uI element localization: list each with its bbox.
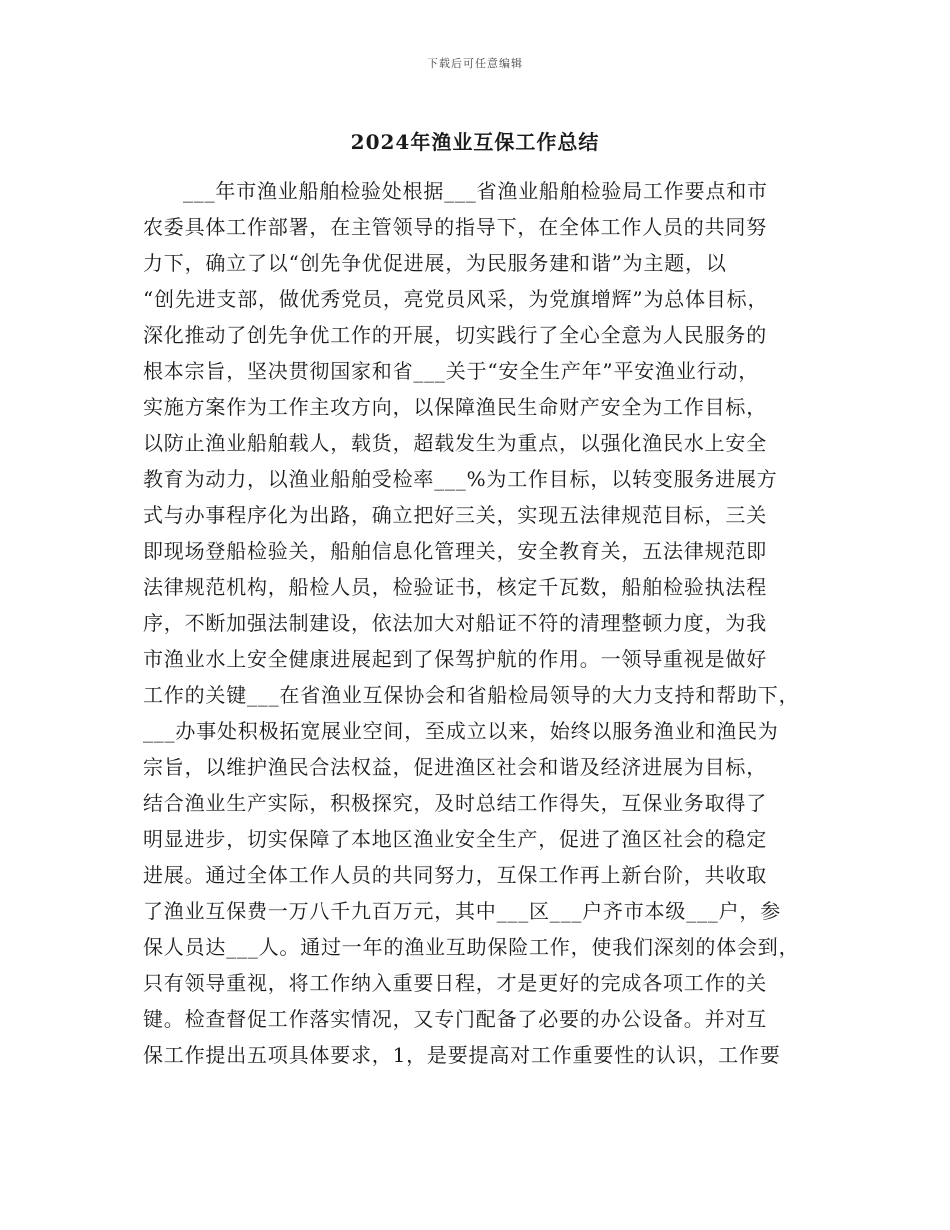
body-line: 明显进步，切实保障了本地区渔业安全生产，促进了渔区社会的稳定 [143,827,767,851]
body-line: “创先进支部，做优秀党员，亮党员风采，为党旗增辉”为总体目标， [143,287,769,311]
body-line: 法律规范机构，船检人员，检验证书，核定千瓦数，船舶检验执法程 [143,575,767,599]
body-line: 实施方案作为工作主攻方向，以保障渔民生命财产安全为工作目标， [143,395,767,419]
body-line: 工作的关键___在省渔业互保协会和省船检局领导的大力支持和帮助下， [143,683,800,707]
page-header-note: 下载后可任意编辑 [427,57,523,70]
body-line: 市渔业水上安全健康进展起到了保驾护航的作用。一领导重视是做好 [143,647,767,671]
body-line: 保工作提出五项具体要求，1，是要提高对工作重要性的认识，工作要 [143,1043,781,1067]
body-line: ___办事处积极拓宽展业空间，至成立以来，始终以服务渔业和渔民为 [143,719,779,743]
document-body [143,173,823,1073]
body-line: 结合渔业生产实际，积极探究，及时总结工作得失，互保业务取得了 [143,791,767,815]
body-line: 宗旨，以维护渔民合法权益，促进渔区社会和谐及经济进展为目标， [143,755,767,779]
body-line: 以防止渔业船舶载人，载货，超载发生为重点，以强化渔民水上安全 [143,431,767,455]
body-line: 进展。通过全体工作人员的共同努力，互保工作再上新台阶，共收取 [143,863,767,887]
body-line: 键。检查督促工作落实情况，又专门配备了必要的办公设备。并对互 [143,1007,767,1031]
body-line: 力下，确立了以“创先争优促进展，为民服务建和谐”为主题，以 [143,251,727,275]
body-line: 即现场登船检验关，船舶信息化管理关，安全教育关，五法律规范即 [143,539,767,563]
body-line: 深化推动了创先争优工作的开展，切实践行了全心全意为人民服务的 [143,323,767,347]
body-line: ___年市渔业船舶检验处根据___省渔业船舶检验局工作要点和市 [183,179,768,203]
body-line: 了渔业互保费一万八千九百万元，其中___区___户齐市本级___户，参 [143,899,781,923]
body-line: 保人员达___人。通过一年的渔业互助保险工作，使我们深刻的体会到， [143,935,800,959]
body-line: 农委具体工作部署，在主管领导的指导下，在全体工作人员的共同努 [143,215,767,239]
body-line: 根本宗旨，坚决贯彻国家和省___关于“安全生产年”平安渔业行动， [143,359,760,383]
body-line: 式与办事程序化为出路，确立把好三关，实现五法律规范目标，三关 [143,503,767,527]
body-line: 教育为动力，以渔业船舶受检率___%为工作目标，以转变服务进展方 [143,467,778,491]
document-title: 2024年渔业互保工作总结 [350,130,600,154]
body-line: 只有领导重视，将工作纳入重要日程，才是更好的完成各项工作的关 [143,971,767,995]
body-line: 序，不断加强法制建设，依法加大对船证不符的清理整顿力度，为我 [143,611,767,635]
